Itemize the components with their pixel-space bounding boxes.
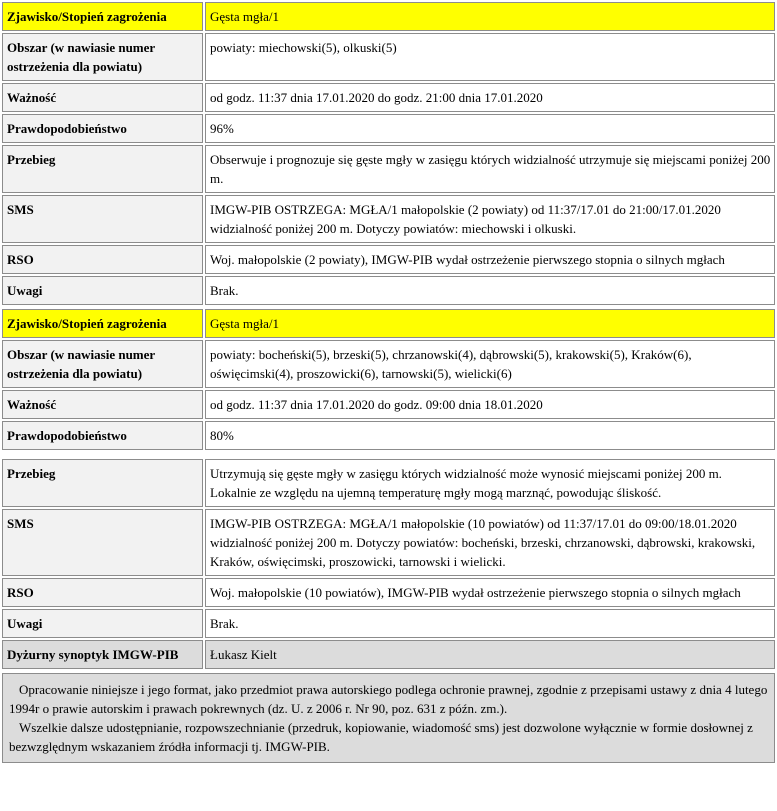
probability-value: 80% [205, 421, 775, 450]
sms-row [2, 509, 775, 576]
course-label: Przebieg [2, 459, 203, 507]
notes-row [2, 276, 775, 305]
rso-value: Woj. małopolskie (2 powiaty), IMGW-PIB wydał ostrzeżenie pierwszego stopnia o silnych mgłach [205, 245, 775, 274]
synoptyk-row [2, 640, 775, 669]
rso-row [2, 245, 775, 274]
rso-row [2, 578, 775, 607]
synoptyk-label: Dyżurny synoptyk IMGW-PIB [2, 640, 203, 669]
sms-label: SMS [2, 195, 203, 243]
probability-label: Prawdopodobieństwo [2, 421, 203, 450]
validity-value: od godz. 11:37 dnia 17.01.2020 do godz. 21:00 dnia 17.01.2020 [205, 83, 775, 112]
area-row [2, 33, 775, 81]
area-value: powiaty: miechowski(5), olkuski(5) [205, 33, 775, 81]
rso-label: RSO [2, 578, 203, 607]
rso-label: RSO [2, 245, 203, 274]
area-row [2, 340, 775, 388]
course-label: Przebieg [2, 145, 203, 193]
distribution-text: Wszelkie dalsze udostępnianie, rozpowszechnianie (przedruk, kopiowanie, wiadomość sms) jest dozwolone wyłącznie w formie dosłownej z bezwzględnym wskazaniem źródła informacji tj. IMGW-PIB. [9, 720, 753, 754]
hazard-value: Gęsta mgła/1 [205, 2, 775, 31]
sms-row [2, 195, 775, 243]
hazard-label: Zjawisko/Stopień zagrożenia [2, 309, 203, 338]
probability-value: 96% [205, 114, 775, 143]
notes-label: Uwagi [2, 276, 203, 305]
validity-row [2, 83, 775, 112]
probability-row [2, 114, 775, 143]
hazard-value: Gęsta mgła/1 [205, 309, 775, 338]
probability-label: Prawdopodobieństwo [2, 114, 203, 143]
notes-row [2, 609, 775, 638]
copyright-text: Opracowanie niniejsze i jego format, jako przedmiot prawa autorskiego podlega ochronie prawnej, zgodnie z przepisami ustawy z dnia 4 lutego 1994r o prawie autorskim i prawach pokrewnych (dz. U. z 2006 r. Nr 90, poz. 631 z późn. zm.). [9, 682, 768, 716]
course-value: Utrzymują się gęste mgły w zasięgu których widzialność może wynosić miejscami poniżej 200 m. Lokalnie ze względu na ujemną temperaturę mgły mogą marznąć, powodując śliskość. [205, 459, 775, 507]
validity-row [2, 390, 775, 419]
sms-value: IMGW-PIB OSTRZEGA: MGŁA/1 małopolskie (10 powiatów) od 11:37/17.01 do 09:00/18.01.2020 widzialność poniżej 200 m. Dotyczy powiatów: bocheński, brzeski, chrzanowski, dąbrowski, krakowski, Kraków, oświęcimski, proszowicki, tarnowski i wielicki. [205, 509, 775, 576]
validity-label: Ważność [2, 83, 203, 112]
course-row [2, 459, 775, 507]
warning-table-1 [0, 0, 777, 307]
area-label: Obszar (w nawiasie numer ostrzeżenia dla powiatu) [2, 340, 203, 388]
copyright-footer [2, 673, 775, 763]
notes-value: Brak. [205, 609, 775, 638]
hazard-label: Zjawisko/Stopień zagrożenia [2, 2, 203, 31]
sms-label: SMS [2, 509, 203, 576]
validity-label: Ważność [2, 390, 203, 419]
course-row [2, 145, 775, 193]
area-value: powiaty: bocheński(5), brzeski(5), chrzanowski(4), dąbrowski(5), krakowski(5), Kraków(6), oświęcimski(4), proszowicki(6), tarnowski(5), wielicki(6) [205, 340, 775, 388]
hazard-row [2, 309, 775, 338]
warning-table-2 [0, 307, 777, 452]
notes-value: Brak. [205, 276, 775, 305]
notes-label: Uwagi [2, 609, 203, 638]
warning-table-2-details [0, 457, 777, 671]
sms-value: IMGW-PIB OSTRZEGA: MGŁA/1 małopolskie (2 powiaty) od 11:37/17.01 do 21:00/17.01.2020 widzialność poniżej 200 m. Dotyczy powiatów: miechowski i olkuski. [205, 195, 775, 243]
synoptyk-name: Łukasz Kielt [205, 640, 775, 669]
course-value: Obserwuje i prognozuje się gęste mgły w zasięgu których widzialność utrzymuje się miejscami poniżej 200 m. [205, 145, 775, 193]
validity-value: od godz. 11:37 dnia 17.01.2020 do godz. 09:00 dnia 18.01.2020 [205, 390, 775, 419]
area-label: Obszar (w nawiasie numer ostrzeżenia dla powiatu) [2, 33, 203, 81]
hazard-row [2, 2, 775, 31]
rso-value: Woj. małopolskie (10 powiatów), IMGW-PIB wydał ostrzeżenie pierwszego stopnia o silnych mgłach [205, 578, 775, 607]
probability-row [2, 421, 775, 450]
